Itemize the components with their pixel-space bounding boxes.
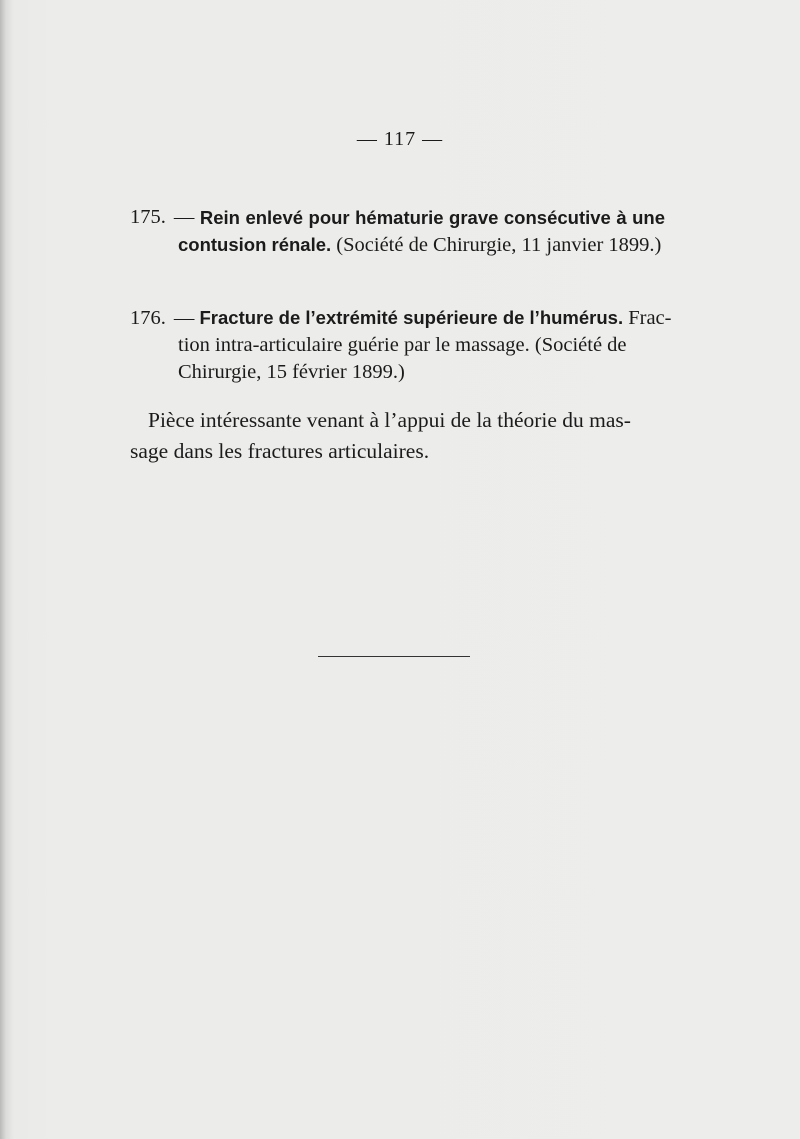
entry-title-word: grave [449, 207, 499, 228]
entry-title: contusion rénale. [178, 234, 332, 255]
entry-title-word: à [616, 207, 627, 228]
entry-number: 176. [130, 307, 166, 329]
entry-176 [130, 304, 672, 386]
paragraph-line-1: Pièce intéressante venant à l’appui de la théorie du mas- [148, 408, 631, 432]
entry-title-word: enlevé [245, 207, 304, 228]
entry-dash: — [173, 307, 195, 329]
entry-number: 175. [130, 206, 166, 228]
entry-175-line-2 [130, 231, 665, 259]
body-paragraph [130, 405, 665, 467]
entry-dash: — [173, 206, 195, 228]
entry-title-word: hématurie [355, 207, 444, 228]
entry-title-word: Rein [199, 207, 240, 228]
entry-176-line-3: Chirurgie, 15 février 1899.) [178, 361, 405, 383]
entry-title-word: consécutive [503, 207, 611, 228]
entry-title: Fracture de l’extrémité supérieure de l’humérus. [199, 307, 624, 328]
entry-citation: (Société de Chirurgie, 11 janvier 1899.) [331, 234, 662, 256]
entry-title-word: pour [308, 207, 350, 228]
entry-176-line-1 [130, 304, 672, 332]
entry-176-line-2: tion intra-articulaire guérie par le massage. (Société de [178, 334, 627, 356]
section-divider-rule [318, 656, 470, 657]
page-number: — 117 — [356, 128, 444, 150]
entry-175-line-1 [130, 204, 665, 231]
paragraph-line-2: sage dans les fractures articulaires. [130, 439, 430, 463]
entry-title-word: une [632, 207, 665, 228]
entry-175 [130, 204, 665, 259]
entry-text: Frac- [623, 307, 672, 329]
